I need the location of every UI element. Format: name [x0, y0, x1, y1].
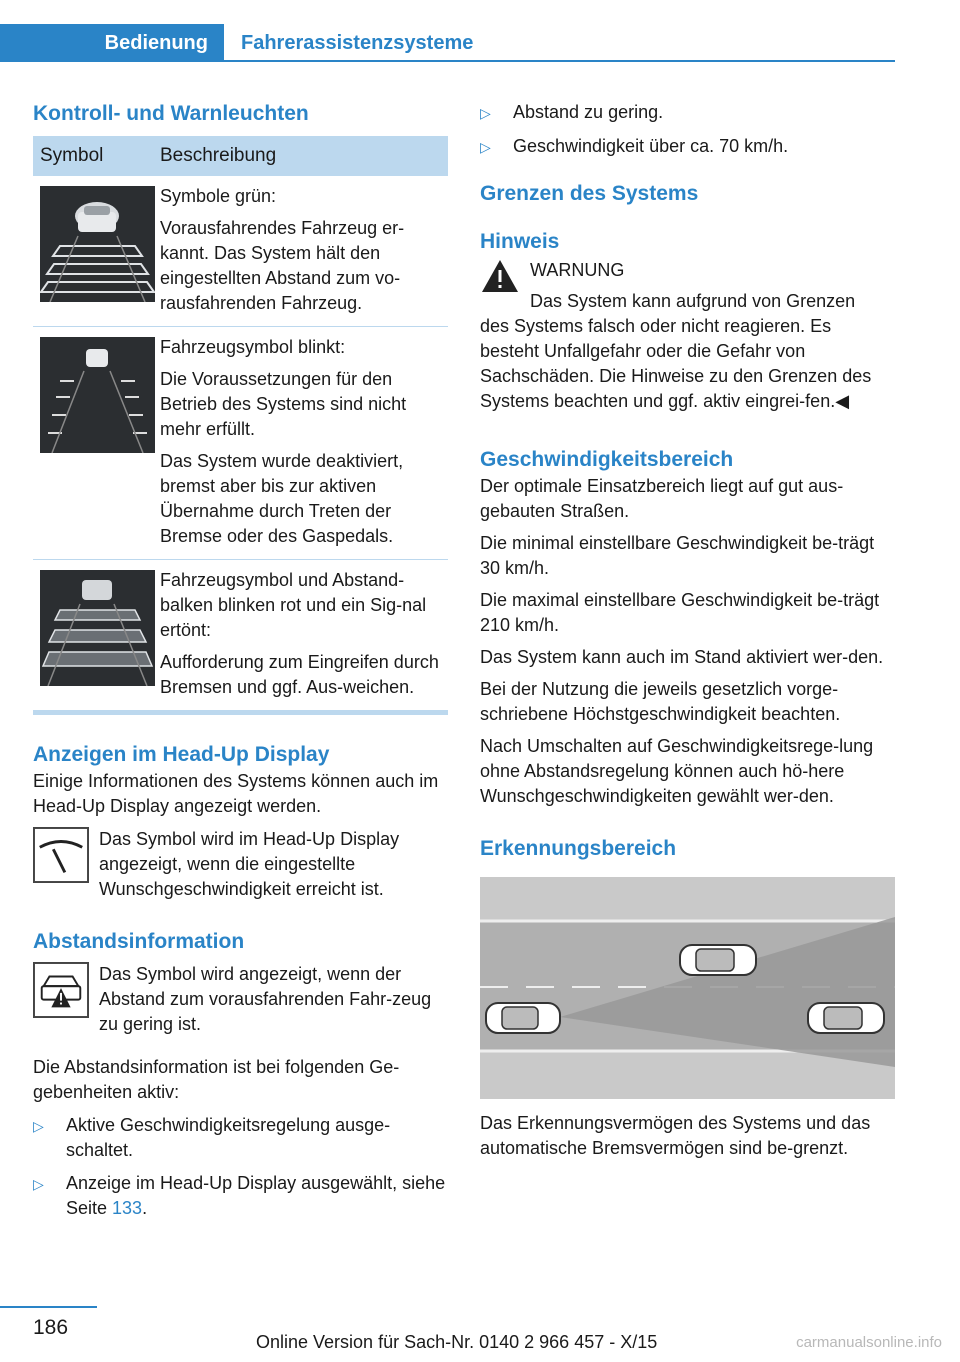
list-item: ▷ Anzeige im Head-Up Display ausgewählt, siehe Seite 133.	[33, 1171, 448, 1221]
hint-title: Hinweis	[480, 230, 560, 253]
list-item: ▷ Abstand zu gering.	[480, 100, 895, 126]
ego-car-icon	[486, 1003, 560, 1033]
section-title-warnleuchten: Kontroll- und Warnleuchten	[33, 102, 309, 125]
watermark: carmanualsonline.info	[796, 1334, 942, 1351]
speed-text: Die minimal einstellbare Geschwindigkeit be‐trägt 30 km/h.	[480, 533, 875, 578]
section-title-hud: Anzeigen im Head-Up Display	[33, 743, 330, 766]
list-item: ▷ Geschwindigkeit über ca. 70 km/h.	[480, 134, 895, 160]
left-column	[33, 100, 448, 1229]
table-row	[33, 560, 448, 710]
warning-text: des Systems falsch oder nicht reagieren. Es besteht Unfallgefahr oder die Gefahr von Sachschäden. Die Hinweise zu den Grenzen des Systems beachten und ggf. aktiv eingrei‐fen.◀	[480, 316, 872, 411]
row-text: Die Voraussetzungen für den Betrieb des Systems sind nicht mehr erfüllt.	[160, 369, 407, 439]
table-row	[33, 176, 448, 327]
table-row	[33, 327, 448, 560]
row-text: Das System wurde deaktiviert, bremst aber bis zur aktiven Übernahme durch Treten der Bremse oder des Gaspedals.	[160, 451, 404, 546]
tab-bedienung[interactable]: Bedienung	[0, 24, 224, 62]
triangle-bullet-icon: ▷	[33, 1176, 44, 1192]
speed-text: Die maximal einstellbare Geschwindigkeit be‐trägt 210 km/h.	[480, 590, 880, 635]
vehicle-distance-warning-icon	[40, 570, 155, 686]
right-column	[480, 100, 895, 1161]
speed-text: Nach Umschalten auf Geschwindigkeitsrege‐lung ohne Abstandsregelung können auch hö‐here Wunschgeschwindigkeiten gewählt wer‐den.	[480, 736, 874, 806]
row-text: Aufforderung zum Eingreifen durch Bremsen und ggf. Aus‐weichen.	[160, 652, 439, 697]
speedometer-icon	[33, 827, 89, 883]
online-version-text: Online Version für Sach-Nr. 0140 2 966 457 - X/15	[256, 1332, 658, 1352]
row-text: Symbole grün:	[160, 186, 277, 206]
right-bullet-list	[480, 100, 895, 160]
footer-rule	[0, 1306, 97, 1308]
warning-block	[480, 258, 895, 314]
section-title-detection-range: Erkennungsbereich	[480, 837, 677, 860]
page-number: 186	[33, 1316, 69, 1339]
warning-triangle-icon	[480, 258, 520, 294]
abst-icon-row	[33, 962, 448, 1037]
table-end-rule	[33, 710, 448, 715]
section-title-speed-range: Geschwindigkeitsbereich	[480, 448, 734, 471]
abst-bullet-list	[33, 1113, 448, 1221]
hud-icon-text: Das Symbol wird im Head-Up Display angezeigt, wenn die eingestellte Wunschgeschwindigkeit erreicht ist.	[99, 829, 400, 899]
chapter-header	[0, 24, 895, 62]
row-text: Vorausfahrendes Fahrzeug er‐kannt. Das System hält den eingestellten Abstand zum vo‐rausfahrenden Fahrzeug.	[160, 218, 405, 313]
warning-text-first-line: Das System kann aufgrund von Grenzen	[530, 291, 856, 311]
triangle-bullet-icon: ▷	[480, 105, 491, 121]
speed-text: Das System kann auch im Stand aktiviert wer‐den.	[480, 647, 884, 667]
detection-caption: Das Erkennungsvermögen des Systems und das automatische Bremsvermögen sind be‐grenzt.	[480, 1113, 871, 1158]
section-title-limits: Grenzen des Systems	[480, 182, 699, 205]
vehicle-blinking-icon	[40, 337, 155, 453]
vehicle-detected-icon	[40, 186, 155, 302]
speed-text: Bei der Nutzung die jeweils gesetzlich vorge‐schriebene Höchstgeschwindigkeit beachten.	[480, 679, 841, 724]
warning-label: WARNUNG	[530, 260, 625, 280]
abst-icon-text: Das Symbol wird angezeigt, wenn der Abstand zum vorausfahrenden Fahr‐zeug zu gering ist.	[99, 964, 432, 1034]
tab-fahrerassistenzsysteme[interactable]: Fahrerassistenzsysteme	[241, 31, 474, 54]
section-title-abstandsinformation: Abstandsinformation	[33, 930, 245, 953]
hud-intro: Einige Informationen des Systems können auch im Head-Up Display angezeigt werden.	[33, 771, 439, 816]
abst-intro: Die Abstandsinformation ist bei folgenden Ge‐gebenheiten aktiv:	[33, 1057, 400, 1102]
distance-warning-car-icon	[33, 962, 89, 1018]
speed-text: Der optimale Einsatzbereich liegt auf gut aus‐gebauten Straßen.	[480, 476, 844, 521]
vehicle-same-lane-icon	[808, 1003, 884, 1033]
hud-icon-row	[33, 827, 448, 902]
table-header-description: Beschreibung	[160, 145, 277, 166]
page-link-133[interactable]: 133	[112, 1198, 143, 1218]
table-header-symbol: Symbol	[40, 145, 104, 166]
table-header	[33, 136, 448, 176]
list-item: ▷ Aktive Geschwindigkeitsregelung ausge‐schaltet.	[33, 1113, 448, 1163]
triangle-bullet-icon: ▷	[480, 139, 491, 155]
row-text: Fahrzeugsymbol blinkt:	[160, 337, 346, 357]
vehicle-ahead-icon	[680, 945, 756, 975]
row-text: Fahrzeugsymbol und Abstand‐balken blinken rot und ein Sig‐nal ertönt:	[160, 570, 427, 640]
triangle-bullet-icon: ▷	[33, 1118, 44, 1134]
detection-range-illustration	[480, 877, 895, 1099]
